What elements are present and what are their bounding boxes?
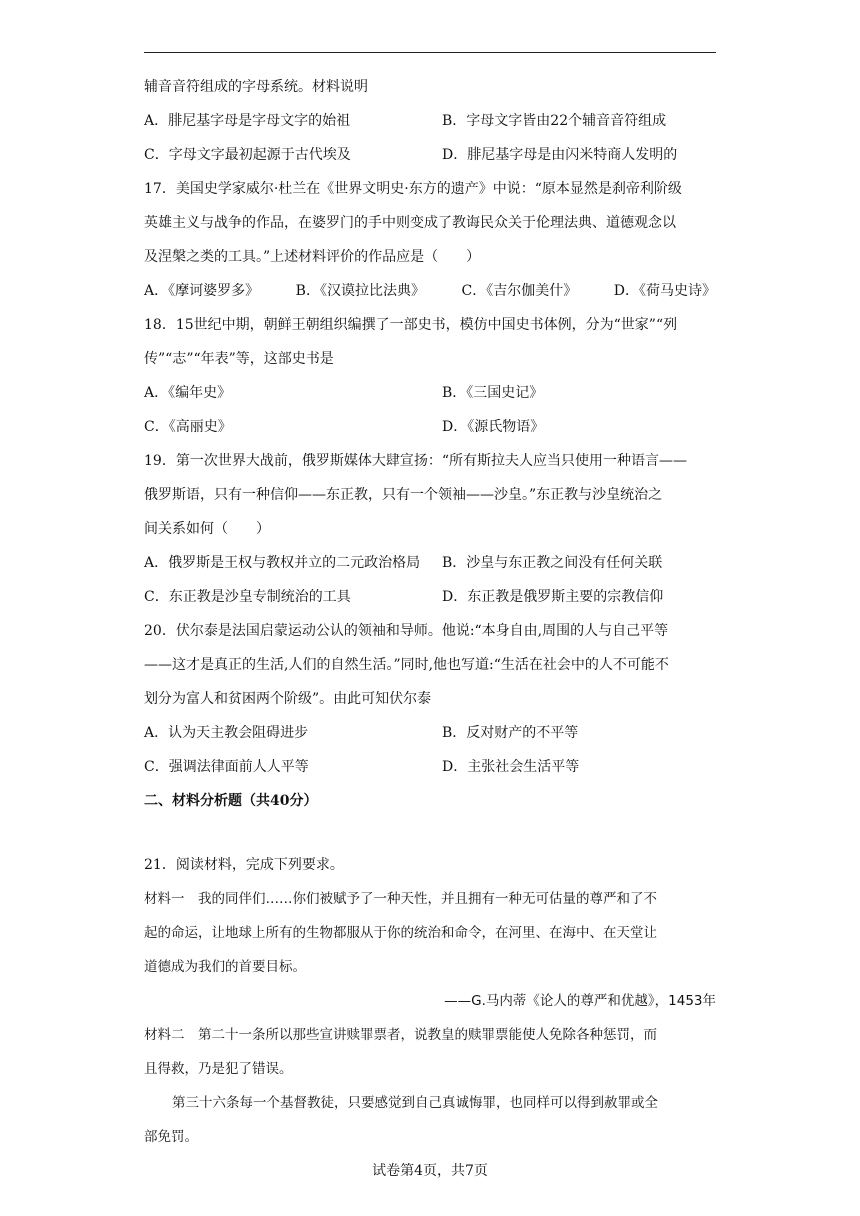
q20-option-c[interactable]: C．强调法律面前人人平等 — [144, 759, 309, 775]
exam-content — [144, 70, 716, 1154]
q21-material2-p2-line-1: 第三十六条每一个基督教徒，只要感觉到自己真诚悔罪，也同样可以得到赦罪或全 — [172, 1095, 658, 1111]
q21-material2-p2-line-2: 部免罚。 — [144, 1129, 198, 1145]
q19-stem-line-2: 俄罗斯语，只有一种信仰——东正教，只有一个领袖——沙皇。”东正教与沙皇统治之 — [144, 487, 663, 503]
q19-option-c[interactable]: C．东正教是沙皇专制统治的工具 — [144, 589, 351, 605]
q17-option-a[interactable]: A．《摩诃婆罗多》 — [144, 283, 260, 299]
q19-stem-line-1: 19．第一次世界大战前，俄罗斯媒体大肆宣扬：“所有斯拉夫人应当只使用一种语言—— — [144, 453, 687, 469]
q18-options-row-1 — [144, 376, 716, 410]
q20-option-d[interactable]: D．主张社会生活平等 — [442, 759, 580, 775]
q21-material2-line-2: 且得救，乃是犯了错误。 — [144, 1061, 293, 1077]
section-heading: 二、材料分析题（共40分） — [144, 793, 318, 809]
q16-options-row-2 — [144, 138, 716, 172]
q17-stem-line-1: 17．美国史学家威尔·杜兰在《世界文明史·东方的遗产》中说：“原本显然是刹帝利阶级 — [144, 181, 682, 197]
q18-options-row-2 — [144, 410, 716, 444]
q21-material1-source: ——G.马内蒂《论人的尊严和优越》，1453年 — [444, 993, 716, 1009]
q17-option-d[interactable]: D．《荷马史诗》 — [613, 283, 716, 299]
q19-option-d[interactable]: D．东正教是俄罗斯主要的宗教信仰 — [442, 589, 664, 605]
q18-stem-line-2: 传”“志”“年表”等，这部史书是 — [144, 351, 334, 367]
q17-stem-line-2: 英雄主义与战争的作品，在婆罗门的手中则变成了教诲民众关于伦理法典、道德观念以 — [144, 215, 676, 231]
q21-material1-line-2: 起的命运，让地球上所有的生物都服从于你的统治和命令，在河里、在海中、在天堂让 — [144, 925, 657, 941]
q18-option-a[interactable]: A．《编年史》 — [144, 385, 232, 401]
q21-material1-line-3: 道德成为我们的首要目标。 — [144, 959, 306, 975]
page-footer: 试卷第4页，共7页 — [372, 1163, 488, 1179]
q19-option-b[interactable]: B．沙皇与东正教之间没有任何关联 — [442, 555, 663, 571]
q20-option-b[interactable]: B．反对财产的不平等 — [442, 725, 579, 741]
q17-stem-line-3: 及涅槃之类的工具。”上述材料评价的作品应是（ ） — [144, 249, 481, 265]
q20-option-a[interactable]: A．认为天主教会阻碍进步 — [144, 725, 309, 741]
q17-option-c[interactable]: C．《吉尔伽美什》 — [461, 283, 578, 299]
q20-stem-line-1: 20．伏尔泰是法国启蒙运动公认的领袖和导师。他说:“本身自由,周围的人与自己平等 — [144, 623, 669, 639]
q20-stem-line-2: ——这才是真正的生活,人们的自然生活。”同时,他也写道:“生活在社会中的人不可能不 — [144, 657, 669, 673]
q19-stem-line-3: 间关系如何（ ） — [144, 521, 270, 537]
q16-option-d[interactable]: D．腓尼基字母是由闪米特商人发明的 — [442, 147, 678, 163]
q20-stem-line-3: 划分为富人和贫困两个阶级”。由此可知伏尔泰 — [144, 691, 432, 707]
q18-option-d[interactable]: D．《源氏物语》 — [442, 419, 545, 435]
q20-options-row-2 — [144, 750, 716, 784]
q18-option-c[interactable]: C．《高丽史》 — [144, 419, 232, 435]
q20-options-row-1 — [144, 716, 716, 750]
q21-material1-line-1: 材料一 我的同伴们……你们被赋予了一种天性，并且拥有一种无可估量的尊严和了不 — [144, 891, 657, 907]
q18-option-b[interactable]: B．《三国史记》 — [442, 385, 544, 401]
q21-stem: 21．阅读材料，完成下列要求。 — [144, 857, 344, 873]
header-rule — [144, 52, 716, 53]
q16-option-a[interactable]: A．腓尼基字母是字母文字的始祖 — [144, 113, 351, 129]
q17-options-row — [144, 274, 716, 308]
section-gap — [144, 818, 716, 848]
q16-option-c[interactable]: C．字母文字最初起源于古代埃及 — [144, 147, 351, 163]
q18-stem-line-1: 18．15世纪中期，朝鲜王朝组织编撰了一部史书，模仿中国史书体例，分为“世家”“列 — [144, 317, 678, 333]
q19-options-row-2 — [144, 580, 716, 614]
q16-stem-tail: 辅音音符组成的字母系统。材料说明 — [144, 79, 368, 95]
q21-material2-line-1: 材料二 第二十一条所以那些宣讲赎罪票者，说教皇的赎罪票能使人免除各种惩罚，而 — [144, 1027, 657, 1043]
q16-options-row-1 — [144, 104, 716, 138]
q17-option-b[interactable]: B．《汉谟拉比法典》 — [295, 283, 425, 299]
q19-option-a[interactable]: A．俄罗斯是王权与教权并立的二元政治格局 — [144, 555, 421, 571]
q19-options-row-1 — [144, 546, 716, 580]
q16-option-b[interactable]: B．字母文字皆由22个辅音音符组成 — [442, 113, 667, 129]
